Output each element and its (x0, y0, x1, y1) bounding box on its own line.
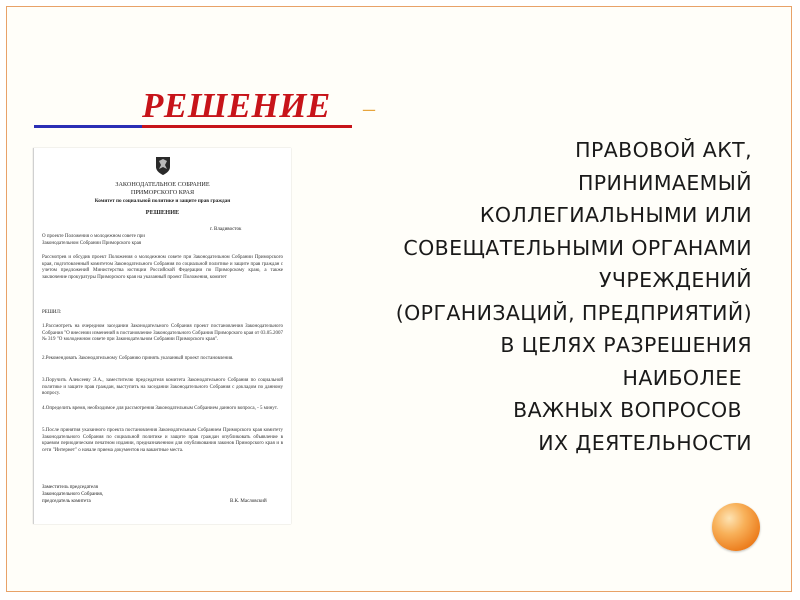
doc-heading: РЕШЕНИЕ (145, 209, 180, 216)
definition-line: ИХ ДЕЯТЕЛЬНОСТИ (538, 430, 752, 455)
definition-line: НАИБОЛЕЕ (622, 365, 742, 390)
definition-line: ВАЖНЫХ ВОПРОСОВ (513, 398, 742, 422)
doc-item-3: 3.Поручить Алексееву Э.А., заместителю председателя комитета Законодательного Собрания по социальной политике и защите прав граждан, выступить на заседании Законодательного Собрания с докладом по данному вопросу. (42, 378, 283, 397)
document-scan (33, 148, 291, 524)
definition-line: УЧРЕЖДЕНИЙ (599, 268, 752, 292)
doc-city: г. Владивосток (210, 227, 242, 232)
doc-signature-name: В.К. Масловский (230, 499, 267, 504)
doc-org-line2: ПРИМОРСКОГО КРАЯ (130, 189, 195, 196)
slide-title: РЕШЕНИЕ (142, 86, 331, 125)
definition-line: КОЛЛЕГИАЛЬНЫМИ ИЛИ (479, 203, 752, 227)
definition-line: ПРИНИМАЕМЫЙ (577, 170, 752, 195)
orange-circle-icon (712, 503, 760, 551)
definition-line: В ЦЕЛЯХ РАЗРЕШЕНИЯ (500, 333, 752, 357)
doc-item-1: 1.Рассмотреть на очередном заседании Законодательного Собрания проект постановления Законодательного Собрания "О внесении изменений в постановление Законодательного Собрания Приморского края от 03.05.2007 № 319 "О молодежном совете при Законодательном Собрании Приморского края". (42, 324, 283, 343)
doc-item-5: 5.После принятия указанного проекта постановления Законодательным Собранием Приморского края комитету Законодательного Собрания по социальной политике и защите прав граждан опубликовать объявление в краевом периодическом печатном издании, предназначенном для опубликования законов Приморского края и в сети "Интернет" о начале приема документов на вакантные места. (42, 428, 283, 453)
doc-intro: Рассмотрев и обсудив проект Положения о молодежном совете при Законодательном Собрании Приморского края, подготовленный комитетом Законодательного Собрания по социальной политике и защите прав граждан с учетом предложений Министерства юстиции Российской Федерации по Приморскому краю, а также заключение прокуратуры Приморского края на указанный проект Положения, комитет (42, 255, 283, 280)
doc-signature-line2: Законодательного Собрания, (42, 492, 104, 497)
doc-signature-line1: Заместитель председателя (42, 485, 98, 490)
doc-org-line1: ЗАКОНОДАТЕЛЬНОЕ СОБРАНИЕ (115, 181, 210, 188)
definition-line: ПРАВОВОЙ АКТ, (575, 138, 752, 162)
doc-item-2: 2.Рекомендовать Законодательному Собранию принять указанный проект постановления. (42, 356, 234, 361)
doc-subject: О проекте Положения о молодежном совете при Законодательном Собрании Приморского края (42, 234, 145, 246)
definition-line: (ОРГАНИЗАЦИЙ, ПРЕДПРИЯТИЙ) (395, 300, 752, 325)
doc-item-4: 4.Определить время, необходимое для рассмотрения Законодательным Собранием данного вопроса, - 5 минут. (42, 406, 278, 411)
doc-resolved: РЕШИЛ: (42, 310, 62, 315)
doc-committee: Комитет по социальной политике и защите прав граждан (94, 198, 231, 204)
title-row (30, 86, 390, 134)
title-underline-blue (34, 125, 142, 128)
definition-text (282, 134, 752, 459)
title-dash: – (363, 96, 375, 122)
definition-line: СОВЕЩАТЕЛЬНЫМИ ОРГАНАМИ (403, 235, 752, 260)
coat-of-arms-icon (154, 156, 172, 176)
doc-signature-line3: председатель комитета (42, 499, 91, 504)
